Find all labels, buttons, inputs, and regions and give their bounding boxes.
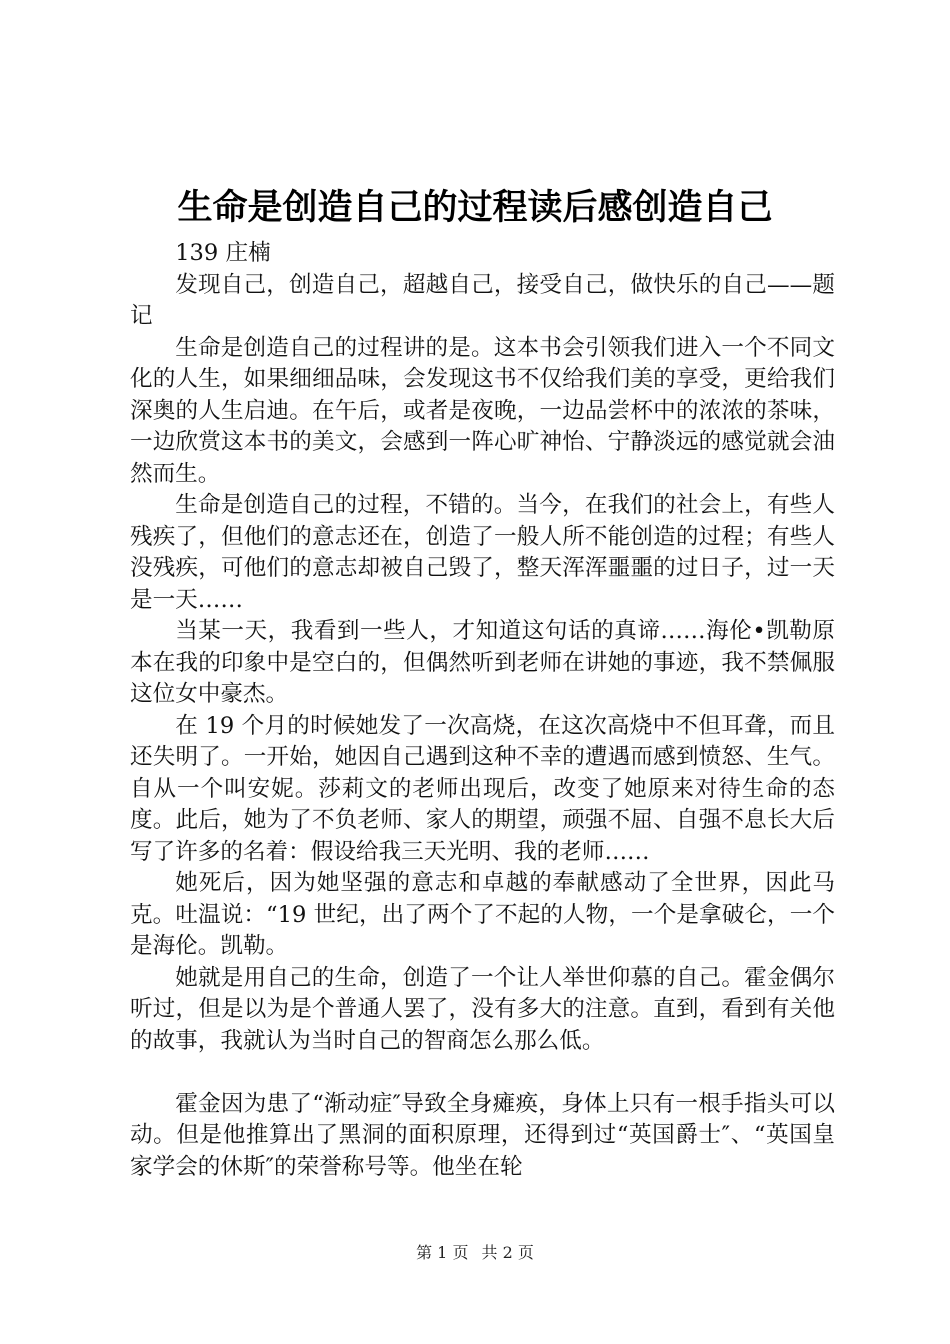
author-line: 139 庄楠: [175, 240, 271, 266]
page-total: 共 2 页: [481, 1243, 534, 1262]
epigraph: 发现自己，创造自己，超越自己，接受自己，做快乐的自己——题记: [130, 271, 835, 329]
page-number: 第 1 页: [416, 1243, 469, 1262]
paragraph: 生命是创造自己的过程讲的是。这本书会引领我们进入一个不同文化的人生，如果细细品味，会发现这书不仅给我们美的享受，更给我们深奥的人生启迪。在午后，或者是夜晚，一边品尝杯中的浓浓的茶味，一边欣赏这本书的美文，会感到一阵心旷神怡、宁静淡远的感觉就会油然而生。: [130, 334, 835, 487]
paragraph: 在 19 个月的时候她发了一次高烧，在这次高烧中不但耳聋，而且还失明了。一开始，她因自己遇到这种不幸的遭遇而感到愤怒、生气。自从一个叫安妮。莎莉文的老师出现后，改变了她原来对待生命的态度。此后，她为了不负老师、家人的期望，顽强不屈、自强不息长大后写了许多的名着：假设给我三天光明、我的老师……: [130, 712, 835, 865]
paragraph: 当某一天，我看到一些人，才知道这句话的真谛……海伦•凯勒原本在我的印象中是空白的，但偶然听到老师在讲她的事迹，我不禁佩服这位女中豪杰。: [130, 618, 835, 707]
page-footer: [0, 1240, 950, 1263]
paragraph: 她死后，因为她坚强的意志和卓越的奉献感动了全世界，因此马克。吐温说：“19 世纪，出了两个了不起的人物，一个是拿破仑，一个是海伦。凯勒。: [130, 870, 835, 959]
paragraph: 她就是用自己的生命，创造了一个让人举世仰慕的自己。霍金偶尔听过，但是以为是个普通人罢了，没有多大的注意。直到，看到有关他的故事，我就认为当时自己的智商怎么那么低。: [130, 964, 835, 1054]
paragraph: 霍金因为患了“渐动症″导致全身瘫痪，身体上只有一根手指头可以动。但是他推算出了黑洞的面积原理，还得到过“英国爵士″、“英国皇家学会的休斯″的荣誉称号等。他坐在轮: [130, 1090, 835, 1180]
document-title: 生命是创造自己的过程读后感创造自己: [177, 188, 773, 228]
paragraph: 生命是创造自己的过程，不错的。当今，在我们的社会上，有些人残疾了，但他们的意志还在，创造了一般人所不能创造的过程；有些人没残疾，可他们的意志却被自己毁了，整天浑浑噩噩的过日子，过一天是一天……: [130, 492, 835, 613]
document-body: [130, 238, 835, 1183]
